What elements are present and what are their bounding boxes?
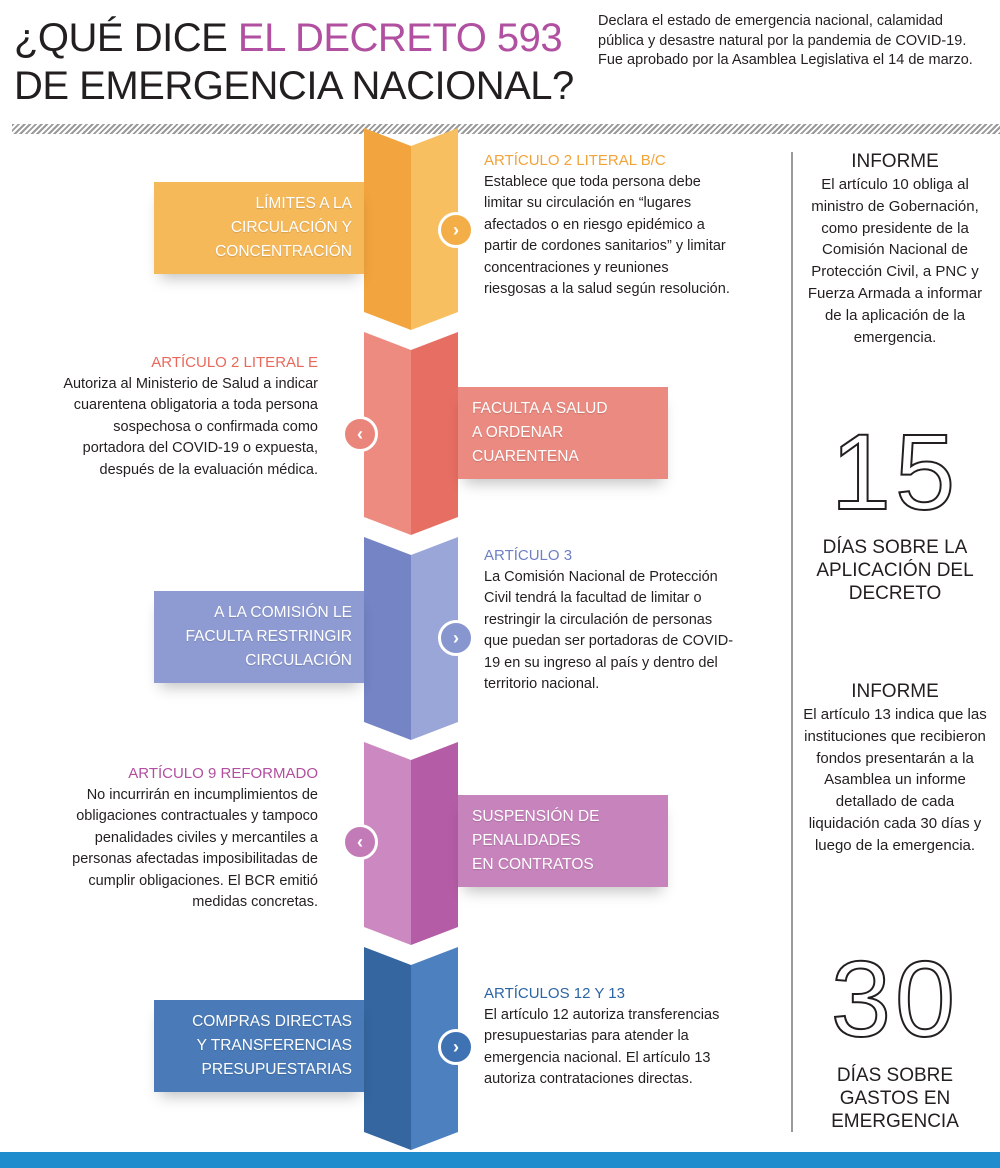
banner-line: LÍMITES A LA bbox=[255, 195, 352, 212]
banner-line: A LA COMISIÓN LE bbox=[214, 604, 352, 621]
article-2-literal-bc bbox=[484, 150, 734, 301]
banner-comision-restringir bbox=[154, 591, 364, 683]
banner-suspension-penalidades bbox=[458, 795, 668, 887]
stat-15-days: 15 bbox=[830, 411, 960, 532]
banner-line: A ORDENAR bbox=[472, 424, 564, 441]
banner-compras-directas bbox=[154, 1000, 364, 1092]
article-body: La Comisión Nacional de Protección Civil tendrá la facultad de limitar o restringir la circulación de personas que puedan ser portadoras de COVID-19 en su ingreso al país y dentro del territorio nacional. bbox=[484, 568, 734, 692]
article-body: Autoriza al Ministerio de Salud a indicar cuarentena obligatoria a toda persona sospechosa o confirmada como portadora del COVID-19 o expuesta, después de la evaluación médica. bbox=[63, 375, 318, 478]
sidebar-divider bbox=[791, 152, 793, 1132]
article-9-reformado bbox=[60, 763, 318, 914]
article-3 bbox=[484, 545, 734, 696]
banner-line: FACULTA RESTRINGIR bbox=[185, 628, 352, 645]
ribbon-segment-magenta-right-face bbox=[411, 742, 458, 945]
article-heading: ARTÍCULO 3 bbox=[484, 547, 573, 564]
banner-limites-circulacion bbox=[154, 182, 364, 274]
banner-line: PENALIDADES bbox=[472, 832, 581, 849]
ribbon-segment-lavender-left-face bbox=[364, 537, 411, 740]
article-body: El artículo 12 autoriza transferencias presupuestarias para atender la emergencia nacional. El artículo 13 autoriza contrataciones directas. bbox=[484, 1006, 720, 1087]
banner-line: CIRCULACIÓN Y bbox=[230, 219, 352, 236]
articles-12-13 bbox=[484, 983, 734, 1091]
article-heading: ARTÍCULO 2 LITERAL B/C bbox=[484, 152, 666, 169]
chevron-left-icon: ‹ bbox=[342, 416, 378, 452]
ribbon-segment-orange-left-face bbox=[364, 128, 411, 330]
banner-line: PRESUPUESTARIAS bbox=[201, 1061, 352, 1078]
stat-30-caption: DÍAS SOBRE GASTOS EN EMERGENCIA bbox=[831, 1065, 959, 1132]
intro-text: Declara el estado de emergencia nacional, calamidad pública y desastre natural por la pandemia de COVID-19. Fue aprobado por la Asamblea Legislativa el 14 de marzo. bbox=[598, 13, 973, 68]
ribbon-segment-red-right-face bbox=[411, 332, 458, 535]
informe-body: El artículo 13 indica que las instituciones que recibieron fondos presentarán a la Asamblea un informe detallado de cada liquidación cada 30 días y luego de la emergencia. bbox=[803, 706, 987, 854]
informe-body: El artículo 10 obliga al ministro de Gobernación, como presidente de la Comisión Nacional de Protección Civil, a PNC y Fuerza Armada a informar de la aplicación de la emergencia. bbox=[807, 176, 983, 346]
ribbon-segment-blue-left-face bbox=[364, 947, 411, 1150]
banner-line: CONCENTRACIÓN bbox=[215, 243, 352, 260]
chevron-left-icon: ‹ bbox=[342, 824, 378, 860]
banner-line: SUSPENSIÓN DE bbox=[472, 808, 600, 825]
informe-heading: INFORME bbox=[851, 151, 939, 172]
banner-line: CUARENTENA bbox=[472, 448, 579, 465]
banner-line: COMPRAS DIRECTAS bbox=[192, 1013, 352, 1030]
article-heading: ARTÍCULO 2 LITERAL E bbox=[151, 354, 318, 371]
article-heading: ARTÍCULOS 12 Y 13 bbox=[484, 985, 625, 1002]
article-2-literal-e bbox=[60, 352, 318, 481]
banner-line: Y TRANSFERENCIAS bbox=[196, 1037, 352, 1054]
banner-faculta-salud bbox=[458, 387, 668, 479]
article-body: No incurrirán en incumplimientos de obligaciones contractuales y tampoco penalidades civiles y mercantiles a personas afectadas imposibilitadas de cumplir obligaciones. El BCR emitió medidas concretas. bbox=[72, 786, 318, 910]
banner-line: EN CONTRATOS bbox=[472, 856, 594, 873]
article-body: Establece que toda persona debe limitar su circulación en “lugares afectados o en riesgo epidémico a partir de cordones sanitarios” y limitar concentraciones y reuniones riesgosas a la salud según resolución. bbox=[484, 173, 730, 297]
stat-30-days: 30 bbox=[830, 938, 960, 1059]
informe-articulo-10 bbox=[800, 150, 990, 348]
stat-15-caption: DÍAS SOBRE LA APLICACIÓN DEL DECRETO bbox=[816, 537, 974, 604]
banner-line: FACULTA A SALUD bbox=[472, 400, 608, 417]
informe-heading: INFORME bbox=[851, 681, 939, 702]
bottom-bar bbox=[0, 1152, 1000, 1168]
chevron-right-icon: › bbox=[438, 212, 474, 248]
chevron-right-icon: › bbox=[438, 620, 474, 656]
title-line2: DE EMERGENCIA NACIONAL? bbox=[14, 64, 574, 108]
banner-line: CIRCULACIÓN bbox=[245, 652, 352, 669]
title-line1-plain: ¿QUÉ DICE bbox=[14, 16, 238, 60]
title-line1-accent: EL DECRETO 593 bbox=[237, 16, 563, 60]
article-heading: ARTÍCULO 9 REFORMADO bbox=[128, 765, 318, 782]
chevron-right-icon: › bbox=[438, 1029, 474, 1065]
informe-articulo-13 bbox=[800, 680, 990, 857]
